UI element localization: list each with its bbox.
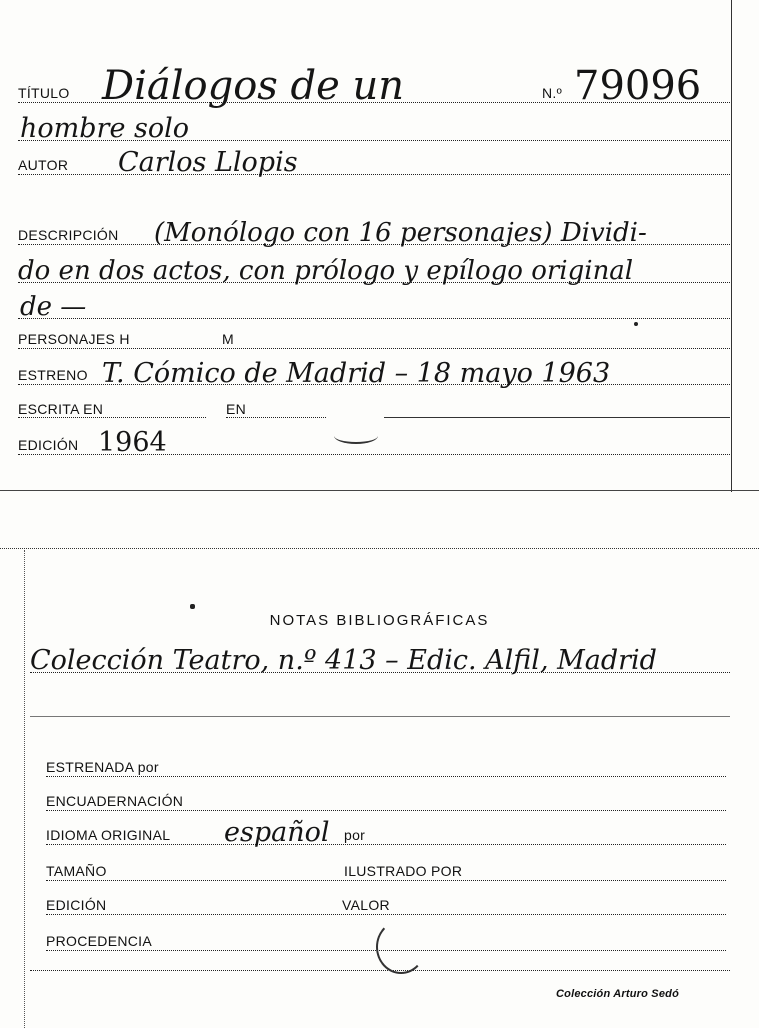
ink-dot	[634, 322, 638, 326]
idioma-row	[46, 817, 726, 848]
edicion2-row	[46, 888, 726, 915]
titulo-value: Diálogos de un	[102, 63, 405, 109]
encuadernacion-row	[46, 784, 726, 811]
punch-hole-arc	[376, 920, 426, 974]
footer-credit: Colección Arturo Sedó	[556, 988, 679, 1000]
titulo-cont-row	[18, 113, 730, 144]
escrita-en-label: ESCRITA EN	[18, 401, 104, 417]
titulo-cont-value: hombre solo	[20, 113, 190, 144]
procedencia-label: PROCEDENCIA	[46, 933, 152, 949]
descripcion-row-2	[18, 256, 730, 286]
card2-top-edge	[0, 548, 759, 549]
escrita-row	[18, 392, 730, 418]
encuadernacion-label: ENCUADERNACIÓN	[46, 793, 184, 809]
edicion-value: 1964	[98, 427, 167, 458]
blank-rule	[30, 708, 730, 717]
notas-value: Colección Teatro, n.º 413 – Edic. Alfil, Madrid	[30, 645, 657, 676]
titulo-label: TÍTULO	[18, 85, 70, 101]
estreno-value: T. Cómico de Madrid – 18 mayo 1963	[102, 358, 611, 389]
autor-row	[18, 147, 730, 178]
notas-title: NOTAS BIBLIOGRÁFICAS	[269, 612, 490, 629]
descripcion-row	[18, 218, 730, 248]
numero-value: 79096	[574, 63, 702, 109]
escrita-line	[18, 417, 206, 418]
estrenada-row	[46, 750, 726, 777]
descripcion-line3: de —	[20, 292, 87, 322]
autor-value: Carlos Llopis	[118, 147, 298, 178]
valor-label: VALOR	[342, 897, 390, 913]
estrenada-label: ESTRENADA por	[46, 759, 159, 775]
personajes-m-label: M	[222, 331, 234, 347]
catalog-card-back	[0, 540, 759, 1028]
descripcion-row-3	[18, 292, 730, 322]
card-right-edge	[731, 0, 732, 492]
escrita-en-line	[226, 417, 326, 418]
tamano-row	[46, 854, 726, 881]
descripcion-line1: (Monólogo con 16 personajes) Dividi-	[154, 218, 647, 248]
escrita-solid-line	[384, 417, 730, 418]
personajes-h-label: PERSONAJES H	[18, 331, 130, 347]
descripcion-label: DESCRIPCIÓN	[18, 227, 119, 243]
ink-dot	[190, 604, 195, 609]
escrita-en-2-label: EN	[226, 401, 247, 417]
notas-row	[30, 640, 730, 676]
personajes-row	[18, 322, 730, 349]
ilustrado-label: ILUSTRADO POR	[344, 863, 463, 879]
estreno-label: ESTRENO	[18, 367, 88, 383]
descripcion-line2: do en dos actos, con prólogo y epílogo original	[18, 256, 634, 286]
edicion2-label: EDICIÓN	[46, 897, 107, 913]
idioma-value: español	[224, 817, 330, 848]
numero-label: N.º	[542, 85, 563, 101]
catalog-card-front	[0, 0, 759, 492]
autor-label: AUTOR	[18, 157, 69, 173]
idioma-por-label: por	[344, 827, 366, 843]
card-bottom-edge	[0, 490, 759, 491]
idioma-label: IDIOMA ORIGINAL	[46, 827, 171, 843]
edicion-label: EDICIÓN	[18, 437, 79, 453]
estreno-row	[18, 358, 730, 389]
tamano-label: TAMAÑO	[46, 863, 107, 879]
titulo-row	[18, 63, 730, 109]
punch-hole-arc	[334, 428, 378, 444]
